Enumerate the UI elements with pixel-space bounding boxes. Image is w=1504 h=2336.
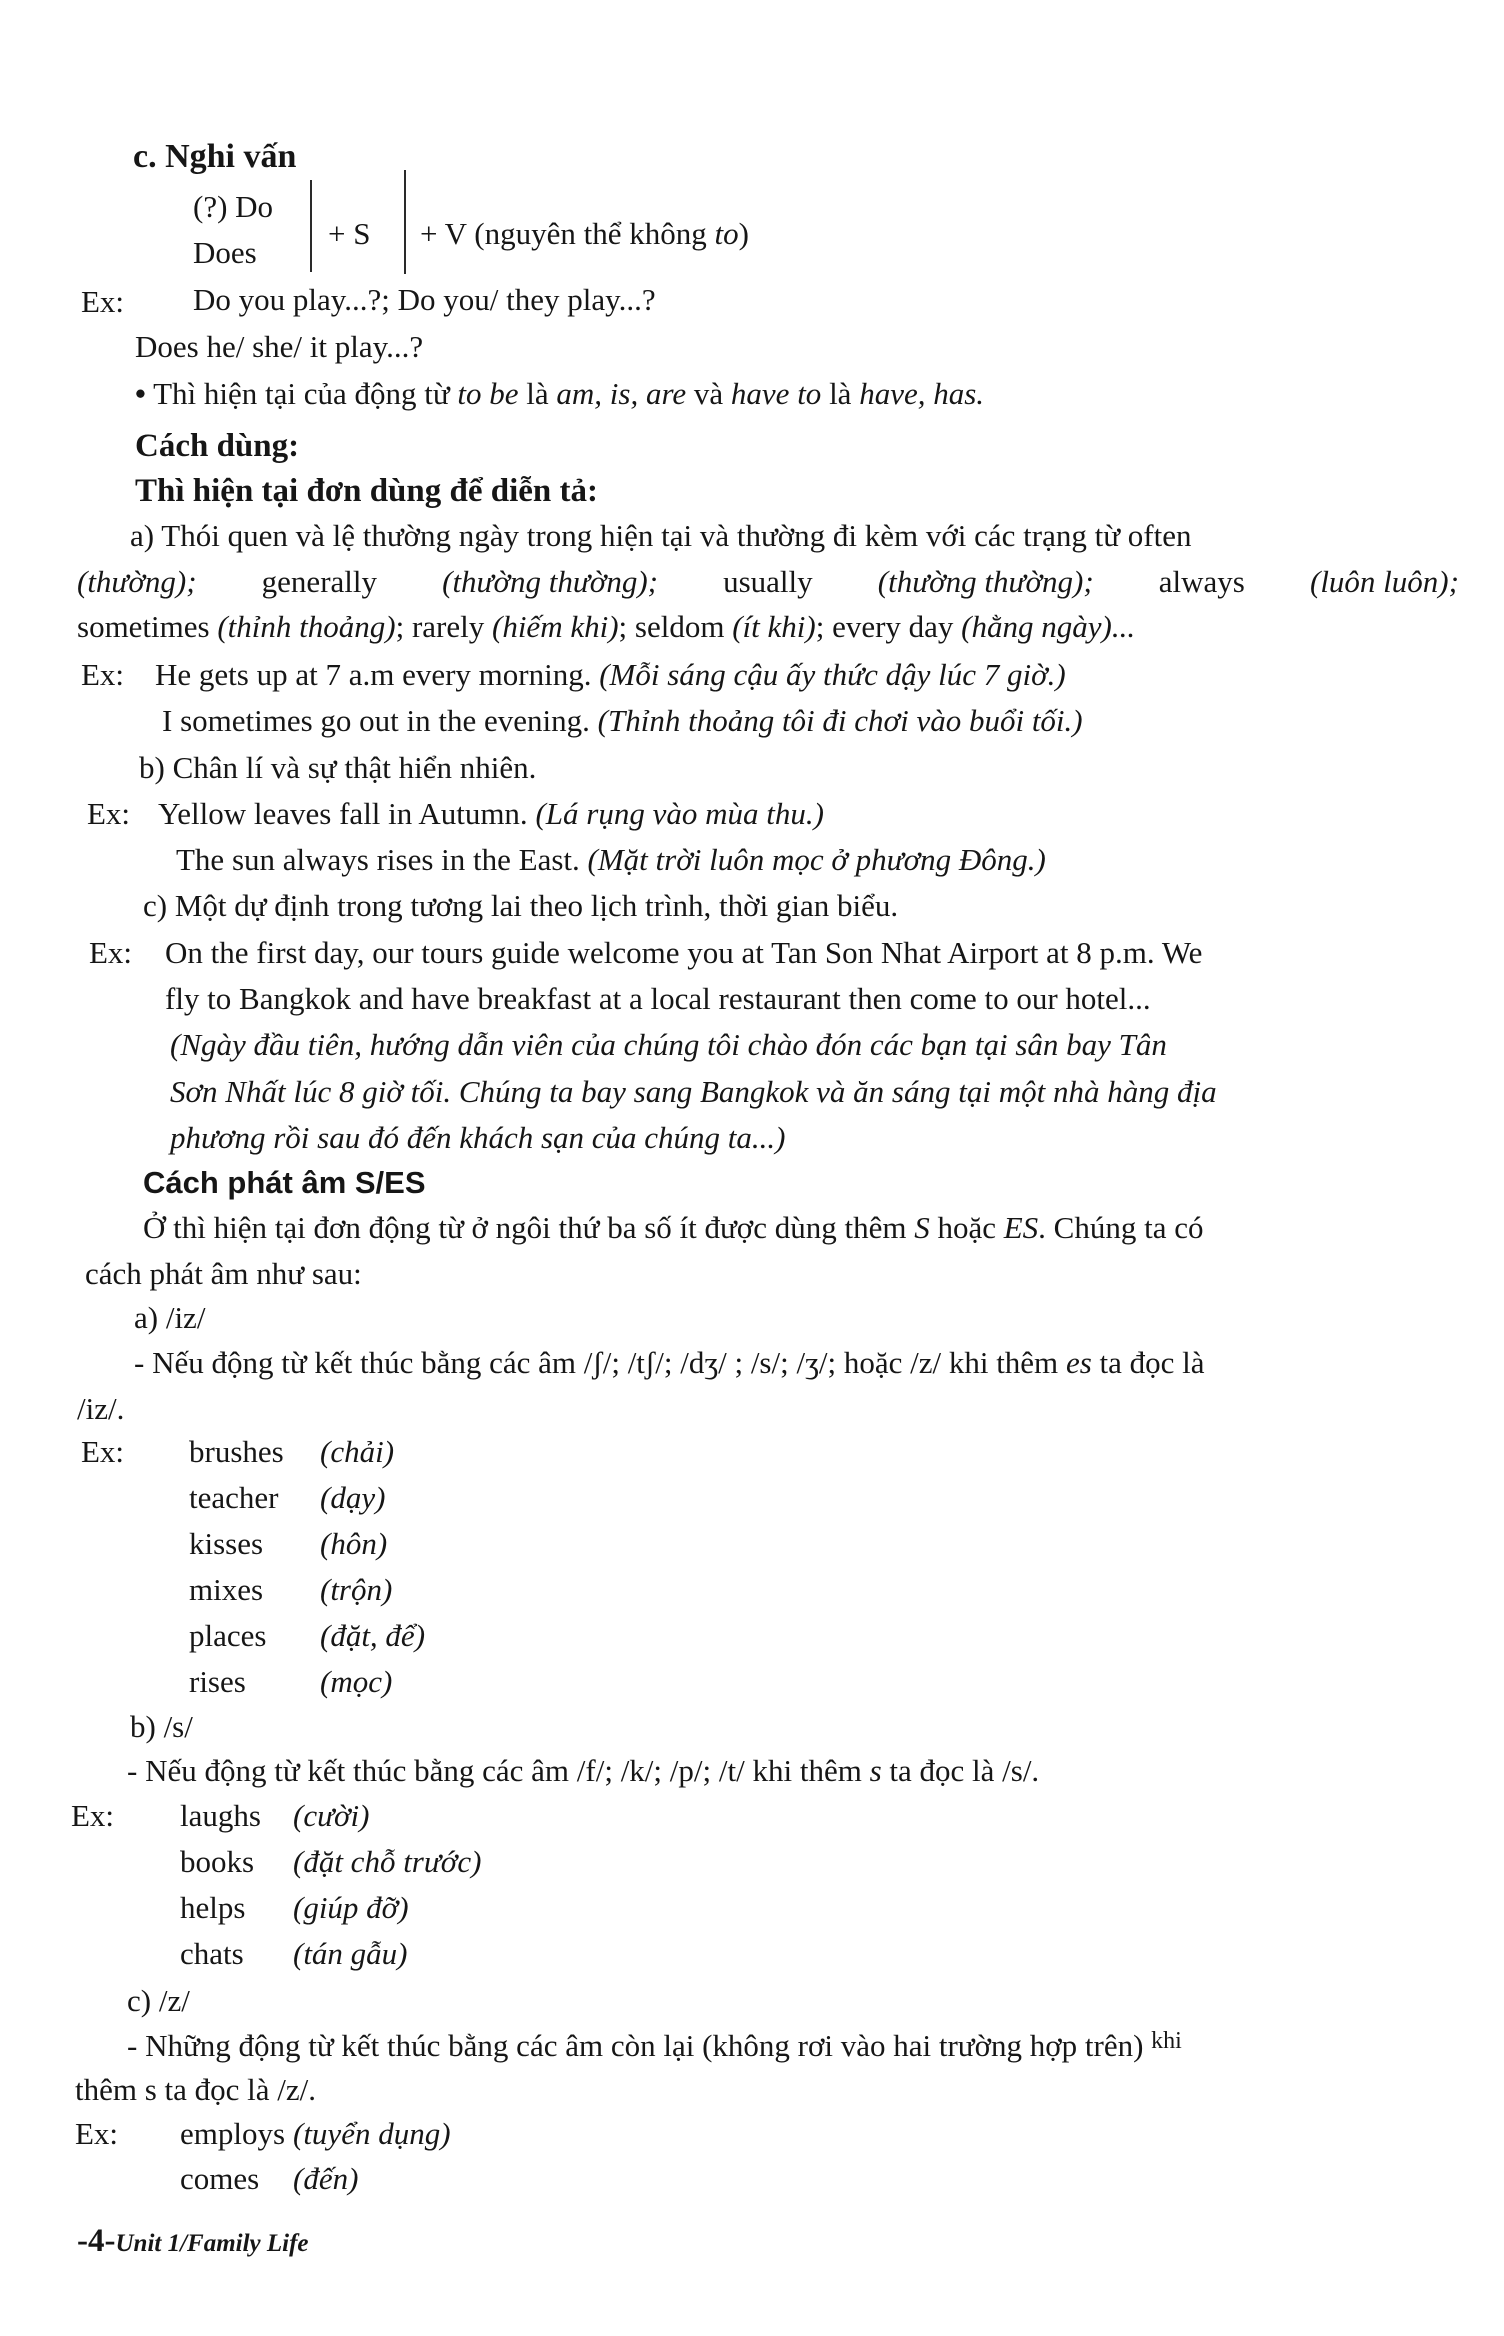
section-heading-interrogative: c. Nghi vấn [133,138,297,175]
formula-plus-v: + V (nguyên thể không to) [420,216,749,251]
pronunciation-intro-2: cách phát âm như sau: [85,1256,362,1291]
usage-c-title: c) Một dự định trong tương lai theo lịch trình, thời gian biểu. [143,888,899,923]
s-rule: - Nếu động từ kết thúc bằng các âm /f/; /k/; /p/; /t/ khi thêm s ta đọc là /s/. [127,1753,1040,1788]
page-footer [77,2222,309,2262]
example-word: books [180,1844,255,1879]
text-fragment: (hằng ngày)... [961,609,1136,644]
example-word: mixes [189,1572,264,1607]
example-meaning: (tuyển dụng) [293,2116,451,2151]
usage-c-translation-line-2: Sơn Nhất lúc 8 giờ tối. Chúng ta bay sang Bangkok và ăn sáng tại một nhà hàng địa [170,1074,1217,1109]
s-title: b) /s/ [130,1709,193,1744]
example-word: comes [180,2161,260,2196]
example-meaning: (giúp đỡ) [293,1890,409,1925]
text-fragment: (thường thường); [442,564,658,599]
example-word: brushes [189,1434,284,1469]
usage-a-line-2 [77,563,1459,600]
usage-b-title: b) Chân lí và sự thật hiển nhiên. [139,750,537,785]
usage-c-translation-line-3: phương rồi sau đó đến khách sạn của chúng ta...) [170,1120,786,1155]
usage-c-example-line-2: fly to Bangkok and have breakfast at a local restaurant then come to our hotel... [165,981,1151,1016]
example-meaning: (hôn) [320,1526,388,1561]
z-rule-2: thêm s ta đọc là /z/. [75,2072,317,2107]
example-word: laughs [180,1798,261,1833]
text-fragment: ; rarely [395,609,492,644]
usage-c-example-line-1: On the first day, our tours guide welcome you at Tan Son Nhat Airport at 8 p.m. We [165,935,1203,970]
example-meaning: (tán gẫu) [293,1936,408,1971]
example-meaning: (đặt chỗ trước) [293,1844,482,1879]
example-meaning: (đến) [293,2161,359,2196]
example-label: Ex: [81,657,125,692]
example-meaning: (chải) [320,1434,395,1469]
iz-title: a) /iz/ [134,1300,206,1335]
iz-rule-2: /iz/. [77,1391,125,1426]
usage-a-line-1: a) Thói quen và lệ thường ngày trong hiện tại và thường đi kèm với các trạng từ often [130,518,1192,553]
text-fragment: usually [723,564,813,599]
text-fragment: sometimes [77,609,218,644]
z-title: c) /z/ [127,1983,190,2018]
example-question-1: Do you play...?; Do you/ they play...? [193,282,656,317]
pronunciation-intro-1: Ở thì hiện tại đơn động từ ở ngôi thứ ba số ít được dùng thêm S hoặc ES. Chúng ta có [143,1210,1204,1245]
text-fragment: (luôn luôn); [1310,564,1459,599]
example-label: Ex: [81,1434,125,1469]
text-fragment: generally [261,564,377,599]
text-fragment: (thỉnh thoảng) [217,609,396,644]
usage-b-example-2: The sun always rises in the East. (Mặt trời luôn mọc ở phương Đông.) [176,842,1046,877]
text-fragment: (thường thường); [877,564,1094,599]
text-fragment: ; seldom [618,609,733,644]
example-label: Ex: [89,935,133,970]
usage-subheading: Thì hiện tại đơn dùng để diễn tả: [135,473,598,509]
example-label: Ex: [87,796,131,831]
pronunciation-heading: Cách phát âm S/ES [143,1165,426,1200]
usage-heading: Cách dùng: [135,428,300,464]
example-word: chats [180,1936,244,1971]
iz-rule-1: - Nếu động từ kết thúc bằng các âm /ʃ/; /tʃ/; /dʒ/ ; /s/; /ʒ/; hoặc /z/ khi thêm es ta đọc là [134,1345,1205,1380]
usage-c-translation-line-1: (Ngày đầu tiên, hướng dẫn viên của chúng tôi chào đón các bạn tại sân bay Tân [170,1027,1167,1062]
example-meaning: (đặt, để) [320,1618,426,1653]
footer-title: Unit 1/Family Life [115,2230,309,2257]
usage-b-example-1: Yellow leaves fall in Autumn. (Lá rụng vào mùa thu.) [158,796,824,831]
usage-a-example-1: He gets up at 7 a.m every morning. (Mỗi sáng cậu ấy thức dậy lúc 7 giờ.) [155,657,1066,692]
text-fragment: (hiếm khi) [492,609,619,644]
example-label: Ex: [81,284,125,319]
example-meaning: (trộn) [320,1572,393,1607]
example-word: kisses [189,1526,264,1561]
formula-divider-2 [404,170,406,274]
example-word: rises [189,1664,246,1699]
usage-a-example-2: I sometimes go out in the evening. (Thỉnh thoảng tôi đi chơi vào buổi tối.) [162,703,1083,738]
example-word: employs [180,2116,286,2151]
example-label: Ex: [75,2116,119,2151]
z-rule-1: - Những động từ kết thúc bằng các âm còn lại (không rơi vào hai trường hợp trên) $^{khi}$ [127,2028,1182,2063]
example-word: teacher [189,1480,279,1515]
example-meaning: (dạy) [320,1480,386,1515]
page-number: -4- [77,2223,116,2259]
example-meaning: (mọc) [320,1664,393,1699]
example-word: places [189,1618,267,1653]
example-word: helps [180,1890,246,1925]
example-label: Ex: [71,1798,115,1833]
text-fragment: always [1158,564,1245,599]
formula-do: (?) Do [193,189,274,224]
text-fragment: ; every day [815,609,962,644]
text-fragment: (thường); [77,564,197,599]
example-meaning: (cười) [293,1798,370,1833]
text-fragment: (ít khi) [732,609,816,644]
usage-a-line-3 [77,608,1135,645]
example-question-2: Does he/ she/ it play...? [135,329,424,364]
formula-plus-s: + S [328,216,371,251]
tobe-note: • Thì hiện tại của động từ to be là am, is, are và have to là have, has. [135,376,985,411]
formula-does: Does [193,235,257,270]
formula-divider-1 [310,180,312,272]
